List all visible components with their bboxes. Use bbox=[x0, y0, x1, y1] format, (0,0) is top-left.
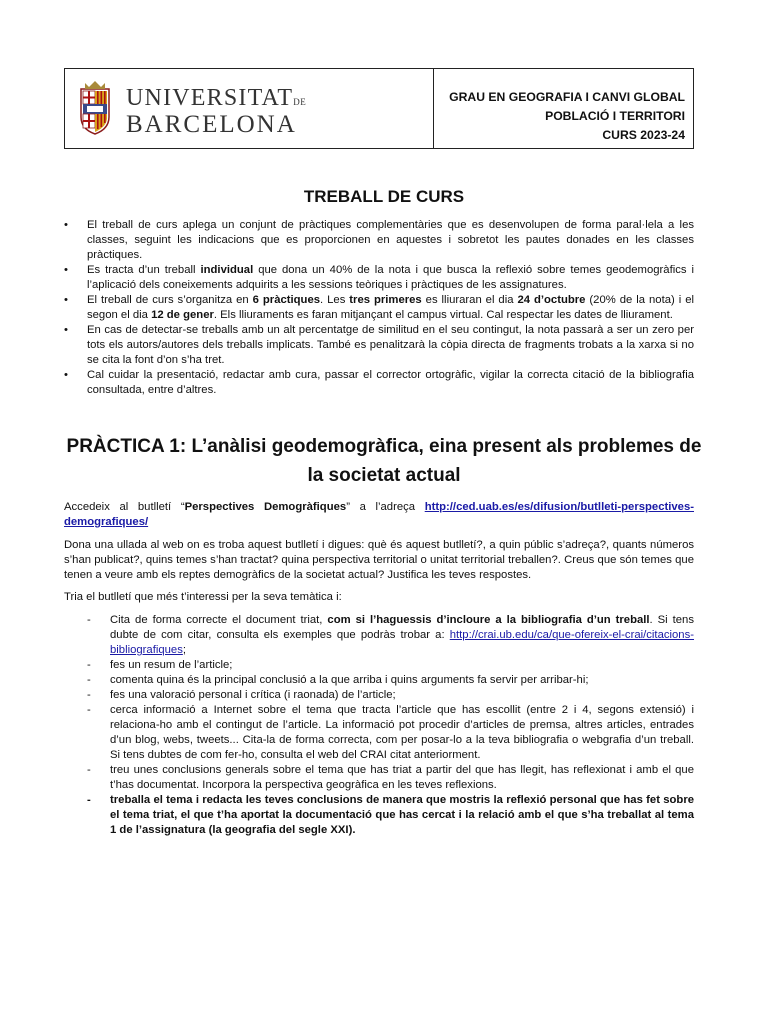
logo-city-word: BARCELONA bbox=[126, 111, 297, 138]
instruction-choose: Tria el butlletí que més t’interessi per la seva temàtica i: bbox=[64, 591, 342, 603]
task-item: - fes un resum de l’article; bbox=[87, 658, 694, 673]
rule-item: • Cal cuidar la presentació, redactar amb cura, passar el corrector ortogràfic, vigilar la correcta citació de la bibliografia consultada, entre d’altres. bbox=[64, 368, 694, 398]
task-item: - comenta quina és la principal conclusió a la que arriba i quins arguments fa servir per arribar-hi; bbox=[87, 673, 694, 688]
document-header bbox=[64, 68, 694, 149]
practica-title: PRÀCTICA 1: L’anàlisi geodemogràfica, eina present als problemes de la societat actual bbox=[66, 436, 702, 486]
logo-university-word: UNIVERSITATDE bbox=[126, 85, 307, 111]
rule-item: • El treball de curs aplega un conjunt de pràctiques complementàries que es desenvolupen de forma paral·lela a les classes, seguint les indicacions que es proporcionen en aquestes i sobretot les pautes donades en les classes pràctiques. bbox=[64, 218, 694, 263]
rule-item: • En cas de detectar-se treballs amb un alt percentatge de similitud en el seu contingut, la nota passarà a ser un zero per tots els autors/autores dels treballs implicats. També es penalitzarà la còpia directa de fragments trobats a la xarxa si no se cita la font d’on s’ha tret. bbox=[64, 323, 694, 368]
degree-name: GRAU EN GEOGRAFIA I CANVI GLOBAL bbox=[449, 90, 685, 104]
instruction-questions: Dona una ullada al web on es troba aquest butlletí i digues: què és aquest butlletí?, a quin públic s’adreça?, quants números s’han publicat?, quins temes s’han tractat? quina perspectiva territorial o unitat territorial treballen?. Creus que són temes que tenen a veure amb els reptes demogràfics de la societat actual? Justifica les teves respostes. bbox=[64, 539, 694, 581]
logo-de: DE bbox=[293, 97, 307, 107]
rule-item: • El treball de curs s’organitza en 6 pràctiques. Les tres primeres es lliuraran el dia 24 d’octubre (20% de la nota) i el segon el dia 12 de gener. Els lliuraments es faran mitjançant el campus virtual. Cal respectar les dates de lliurament. bbox=[64, 293, 694, 323]
task-item: - treu unes conclusions generals sobre el tema que has triat a partir del que has llegit, has reflexionat i amb el que t’has documentat. Incorpora la perspectiva geogràfica en les teves reflexions. bbox=[87, 763, 694, 793]
header-divider bbox=[433, 69, 434, 148]
academic-year: CURS 2023-24 bbox=[602, 128, 685, 142]
bulletin-link[interactable]: http://ced.uab.es/es/difusion/butlleti-perspectives-demograﬁques/ bbox=[64, 501, 694, 528]
task-item: - treballa el tema i redacta les teves conclusions de manera que mostris la reflexió personal que has fet sobre el tema triat, el que t’ha aportat la documentació que has cercat i la relació amb el que s’ha treballat al tema 1 de l’assignatura (la geografia del segle XXI). bbox=[87, 793, 694, 838]
rules-list bbox=[64, 218, 694, 398]
course-info bbox=[449, 88, 685, 145]
task-list bbox=[87, 613, 694, 838]
task-item: - fes una valoració personal i crítica (i raonada) de l’article; bbox=[87, 688, 694, 703]
instruction-access: Accedeix al butlletí “Perspectives Demogràfiques” a l’adreça http://ced.uab.es/es/difusion/butlleti-perspectives-demograﬁques/ bbox=[64, 501, 694, 528]
subject-name: POBLACIÓ I TERRITORI bbox=[545, 109, 685, 123]
task-item: - cerca informació a Internet sobre el tema que tracta l’article que has escollit (entre 2 i 4, segons extensió) i relaciona-ho amb el contingut de l’article. La informació pot procedir d’articles de premsa, altres articles, entrades d’un blog, webs, tweets... Cita-la de forma correcta, com per posar-lo a la teva bibliografia o webgrafia d’un treball. Si tens dubtes de com fer-ho, consulta el web del CRAI citat anteriorment. bbox=[87, 703, 694, 763]
document-title: TREBALL DE CURS bbox=[303, 187, 465, 206]
university-logo bbox=[79, 79, 364, 139]
university-shield-icon bbox=[79, 79, 111, 135]
task-item: - Cita de forma correcte el document triat, com si l’haguessis d’incloure a la bibliografia d’un treball. Si tens dubte de com citar, consulta els exemples que podràs trobar a: http://crai.ub.edu/ca/que-ofereix-el-crai/citacions-bibliografiques; bbox=[87, 613, 694, 658]
rule-item: • Es tracta d’un treball individual que dona un 40% de la nota i que busca la reflexió sobre temes geodemogràfics i l’aplicació dels coneixements adquirits a les sessions teòriques i pràctiques de les assignatures. bbox=[64, 263, 694, 293]
crai-citation-link[interactable]: http://crai.ub.edu/ca/que-ofereix-el-crai/citacions-bibliografiques bbox=[110, 629, 694, 656]
